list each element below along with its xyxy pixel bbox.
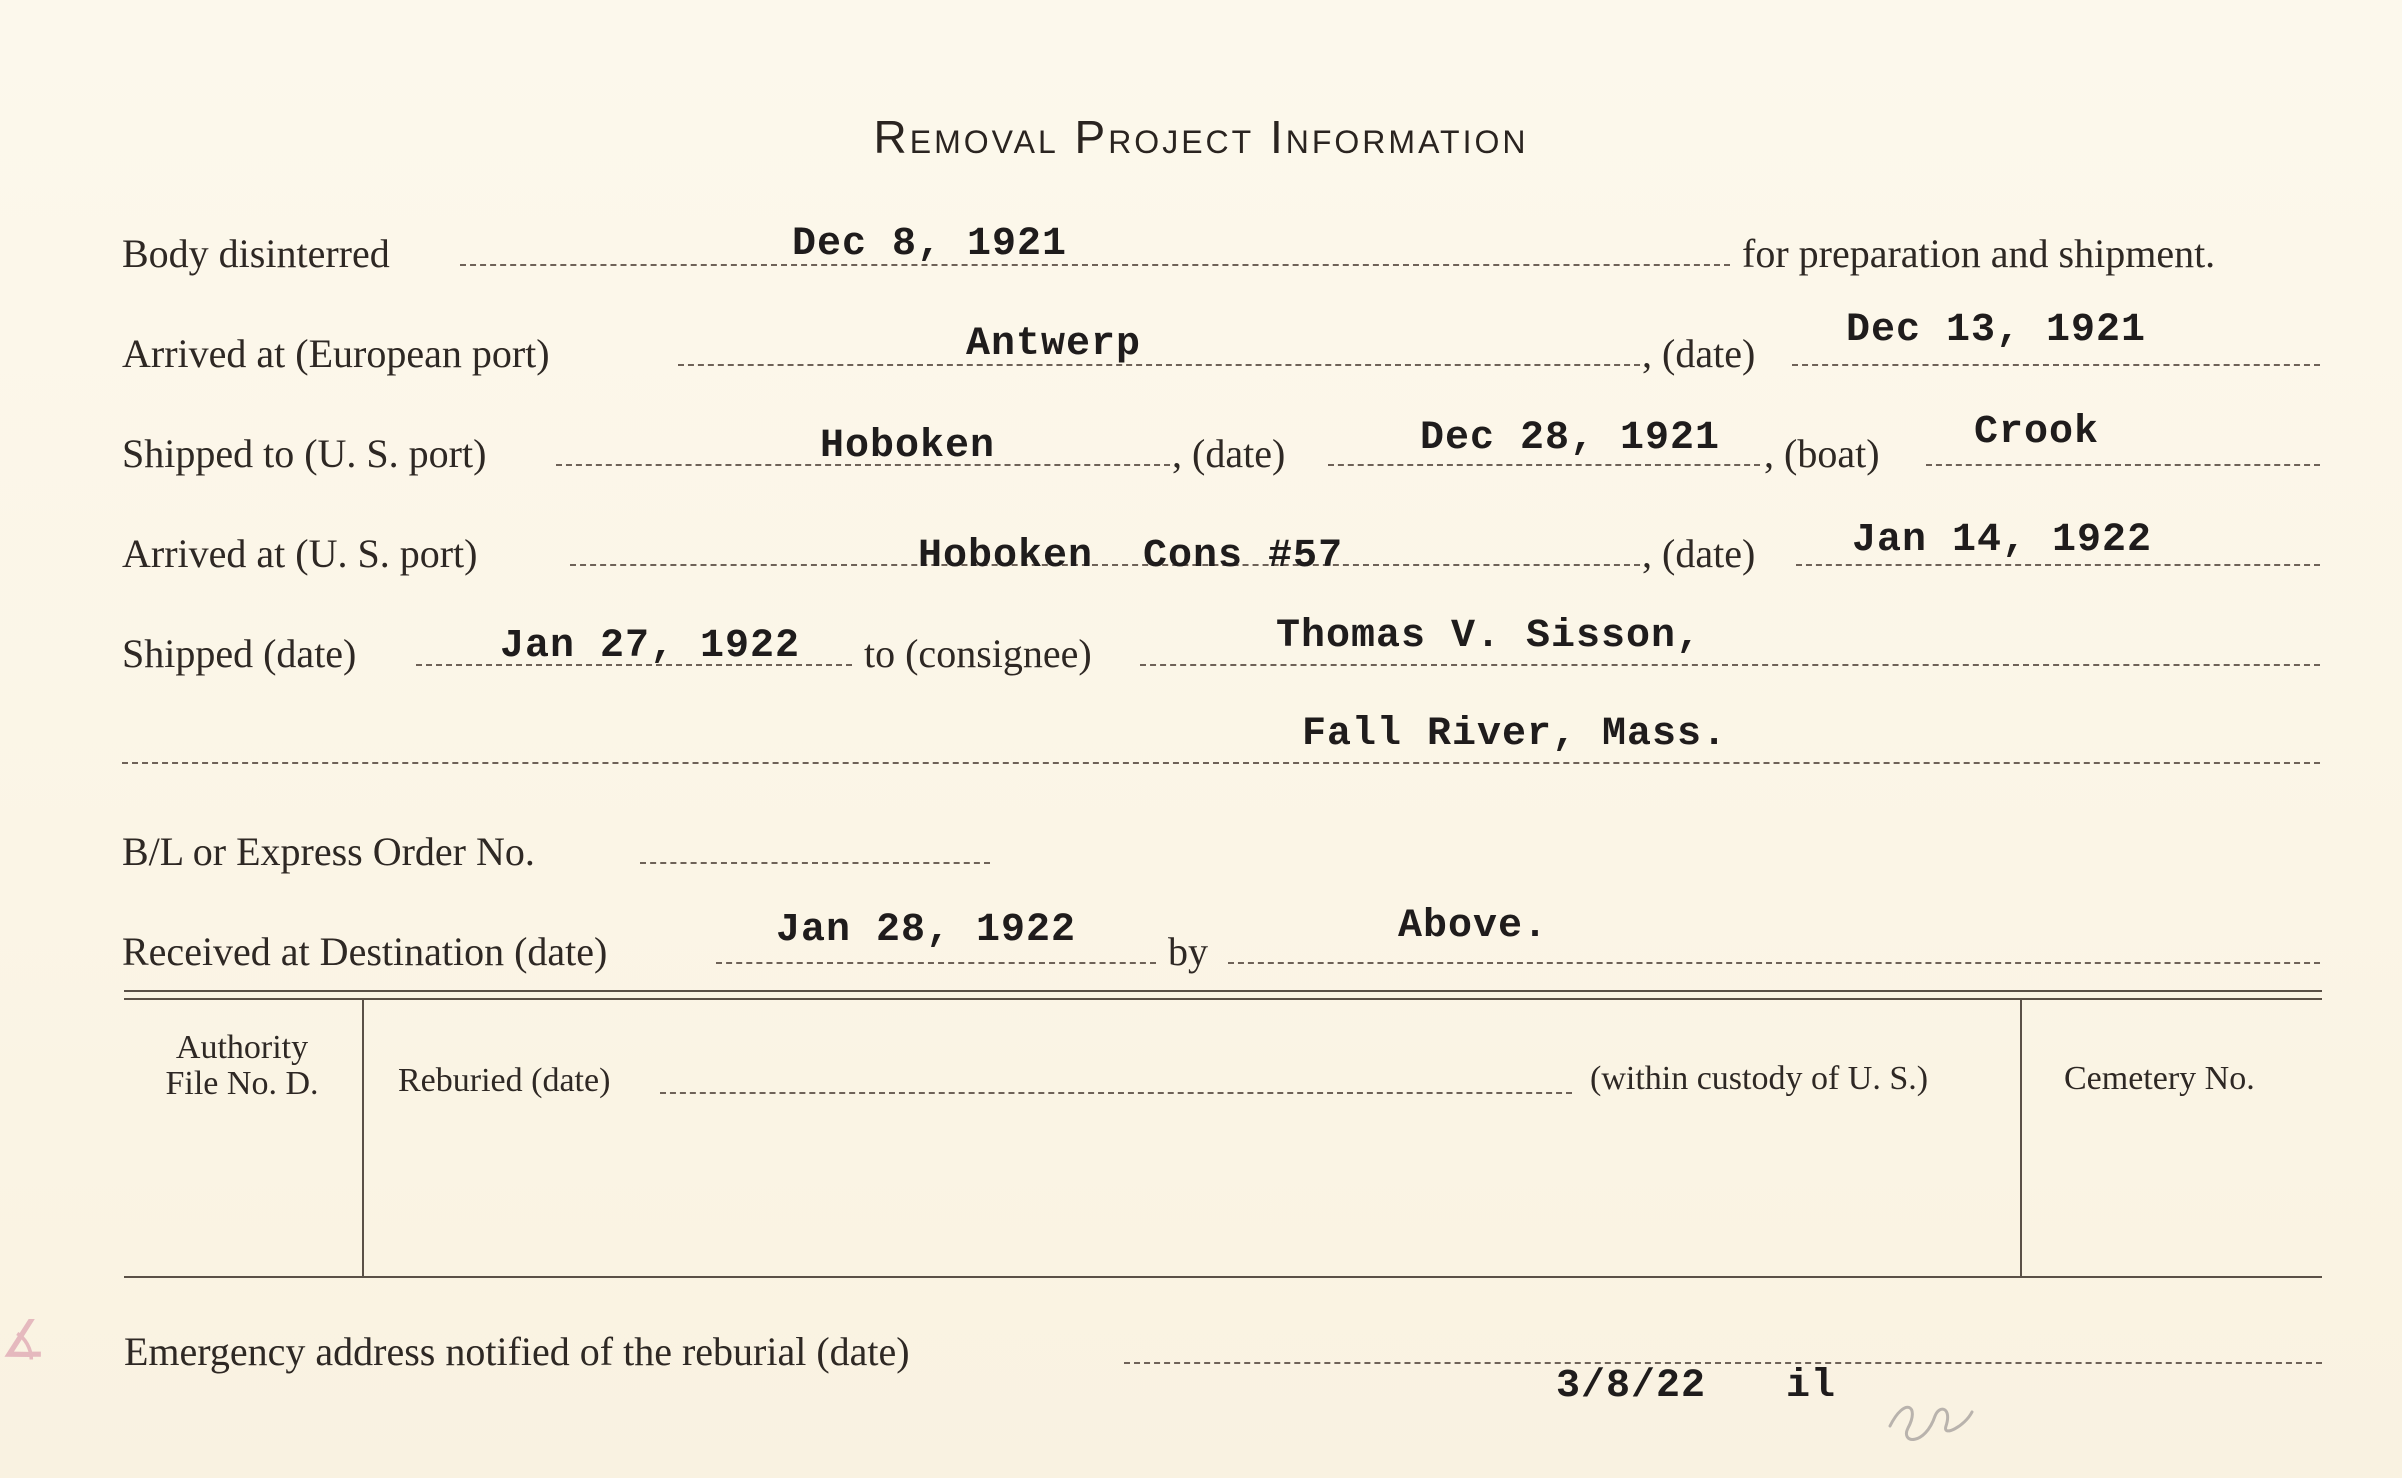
arrived-europe-date: Dec 13, 1921 (1846, 308, 2147, 353)
shipped-date-value: Jan 27, 1922 (500, 624, 801, 669)
form-title: Removal Project Information (873, 111, 1529, 163)
received-date: Jan 28, 1922 (776, 908, 1077, 953)
arrived-europe-port: Antwerp (966, 322, 1142, 367)
consignee-line-2 (122, 762, 2320, 764)
disinterred-label: Body disinterred (122, 231, 390, 276)
pencil-scribble-icon (1880, 1386, 1980, 1456)
authority-label: Authority (175, 1029, 309, 1066)
cemetery-label: Cemetery No. (2064, 1060, 2255, 1097)
disinterred-line (460, 264, 1730, 266)
arrived-europe-label: Arrived at (European port) (122, 331, 550, 376)
reburied-label: Reburied (date) (398, 1062, 611, 1099)
authority-file-label (130, 1030, 354, 1102)
bl-order-line (640, 862, 990, 864)
emergency-date: 3/8/22 (1556, 1364, 1707, 1409)
arrived-us-date: Jan 14, 1922 (1852, 518, 2153, 563)
disinterred-suffix: for preparation and shipment. (1742, 231, 2216, 276)
arrived-us-label: Arrived at (U. S. port) (122, 531, 478, 576)
shipped-us-boat: Crook (1974, 410, 2100, 455)
emergency-label: Emergency address notified of the reburial (date) (124, 1329, 910, 1374)
pink-stamp-fragment: ∡ (0, 1310, 47, 1370)
emergency-line (1124, 1362, 2322, 1364)
table-top-rule-2 (124, 998, 2322, 1000)
shipped-date-label: Shipped (date) (122, 631, 357, 676)
arrived-europe-date-line (1792, 364, 2320, 366)
consignee-address: Fall River, Mass. (1302, 712, 1728, 757)
arrived-europe-port-line (678, 364, 1640, 366)
received-label: Received at Destination (date) (122, 929, 608, 974)
received-by-label: by (1168, 929, 1208, 974)
consignee-name: Thomas V. Sisson, (1276, 614, 1702, 659)
bl-order-label: B/L or Express Order No. (122, 829, 535, 874)
arrived-us-date-line (1796, 564, 2320, 566)
file-no-label: File No. D. (165, 1065, 319, 1102)
table-divider-left (362, 1000, 364, 1276)
received-by: Above. (1398, 904, 1549, 949)
consignee-line (1140, 664, 2320, 666)
table-top-rule-1 (124, 990, 2322, 992)
arrived-us-date-label: , (date) (1642, 531, 1756, 576)
disinterred-value: Dec 8, 1921 (792, 222, 1068, 267)
reburied-line (660, 1092, 1572, 1094)
shipped-us-boat-label: , (boat) (1764, 431, 1880, 476)
received-date-line (716, 962, 1156, 964)
shipped-us-date: Dec 28, 1921 (1420, 416, 1721, 461)
shipped-us-port: Hoboken (820, 424, 996, 469)
shipped-us-date-label: , (date) (1172, 431, 1286, 476)
arrived-europe-date-label: , (date) (1642, 331, 1756, 376)
table-bottom-rule (124, 1276, 2322, 1278)
received-by-line (1228, 962, 2320, 964)
table-divider-right (2020, 1000, 2022, 1276)
shipped-us-date-line (1328, 464, 1760, 466)
custody-label: (within custody of U. S.) (1590, 1060, 1929, 1097)
arrived-us-port: Hoboken Cons #57 (918, 534, 1344, 579)
shipped-us-label: Shipped to (U. S. port) (122, 431, 487, 476)
emergency-initials: il (1786, 1364, 1837, 1409)
consignee-label: to (consignee) (864, 631, 1092, 676)
shipped-us-boat-line (1926, 464, 2320, 466)
